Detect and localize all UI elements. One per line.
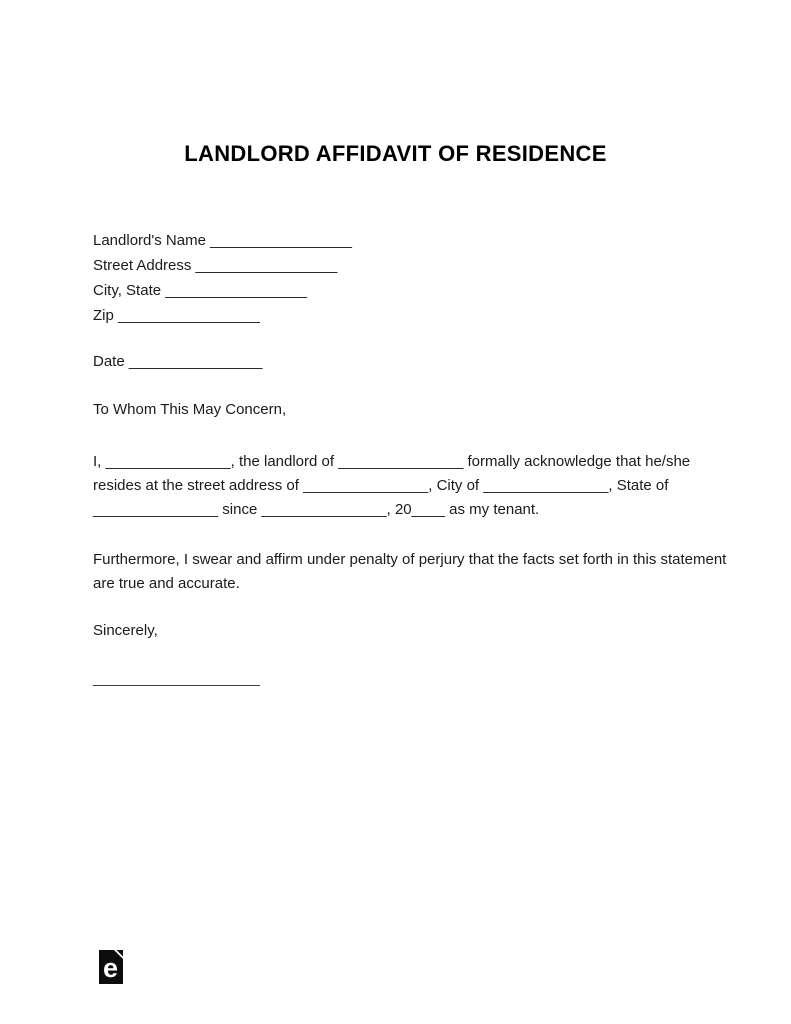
landlord-name-line: Landlord's Name _________________ xyxy=(93,232,352,249)
affirmation-paragraph xyxy=(93,548,726,596)
eforms-logo-letter: e xyxy=(102,953,119,983)
date-line: Date ________________ xyxy=(93,353,263,370)
document-page-icon xyxy=(99,950,123,984)
affirmation-line-1: Furthermore, I swear and affirm under penalty of perjury that the facts set forth in this statement xyxy=(93,551,727,568)
body-line-3: _______________ since _______________, 20____ as my tenant. xyxy=(93,501,540,518)
salutation-block xyxy=(93,400,286,420)
street-address-line: Street Address _________________ xyxy=(93,257,338,274)
signature-line-block xyxy=(93,669,260,689)
city-state-line: City, State _________________ xyxy=(93,282,308,299)
body-line-2: resides at the street address of _______________, City of _______________, State of xyxy=(93,477,669,494)
body-line-1: I, _______________, the landlord of _______________ formally acknowledge that he/she xyxy=(93,453,691,470)
closing-block xyxy=(93,621,158,641)
date-block xyxy=(93,352,262,372)
salutation-line: To Whom This May Concern, xyxy=(93,401,287,418)
eforms-logo xyxy=(99,950,123,984)
signature-line: ____________________ xyxy=(93,670,260,687)
document-title: LANDLORD AFFIDAVIT OF RESIDENCE xyxy=(184,141,607,166)
body-paragraph xyxy=(93,450,690,522)
zip-line: Zip _________________ xyxy=(93,307,260,324)
closing-line: Sincerely, xyxy=(93,622,158,639)
landlord-info-block xyxy=(93,228,352,328)
affirmation-line-2: are true and accurate. xyxy=(93,575,240,592)
